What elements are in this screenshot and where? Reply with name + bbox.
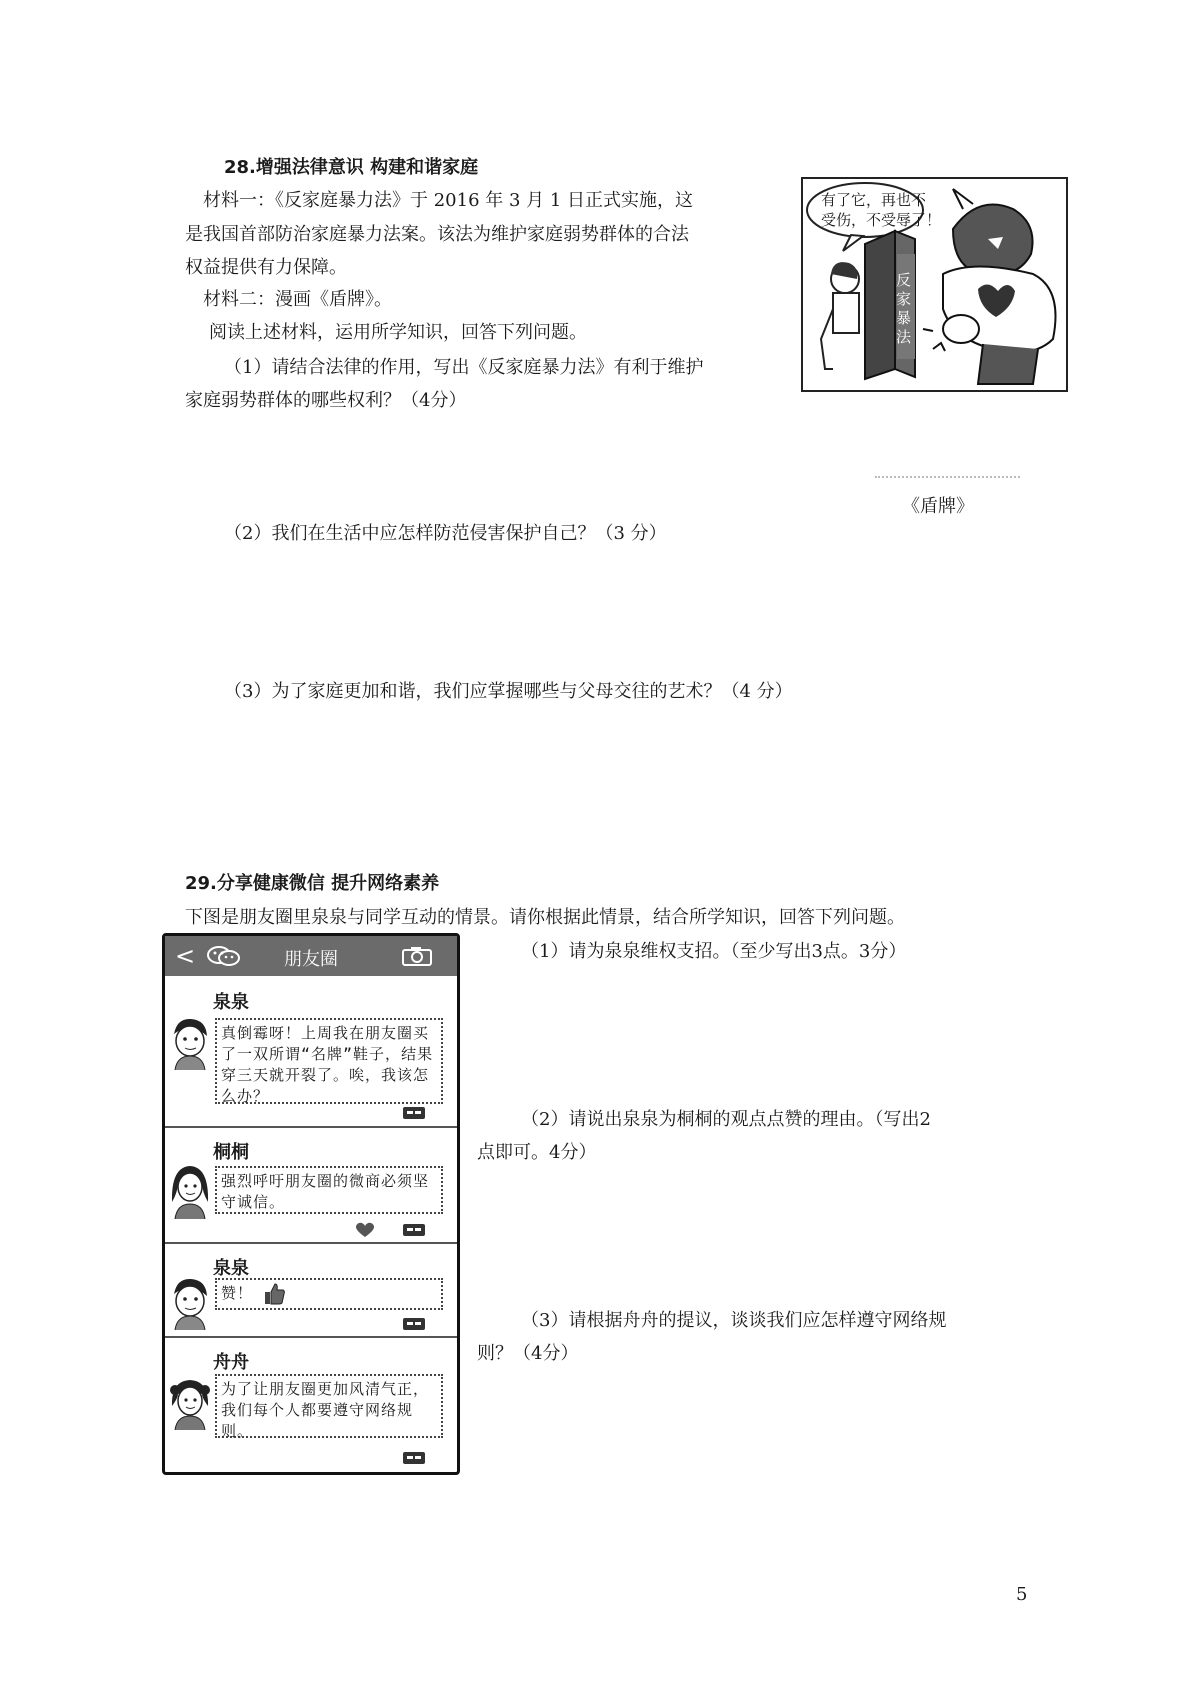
caption-divider <box>875 476 1020 478</box>
avatar-boy <box>169 1016 211 1071</box>
moments-phone-screen <box>162 933 460 1475</box>
q29-title: 29.分享健康微信 提升网络素养 <box>185 873 440 894</box>
cartoon-caption: 《盾牌》 <box>902 496 974 517</box>
q28-material2: 材料二：漫画《盾牌》。 <box>203 289 392 310</box>
post-text-bubble: 为了让朋友圈更加风清气正，我们每个人都要遵守网络规则。 <box>215 1374 443 1438</box>
comment-icon[interactable] <box>403 1107 425 1119</box>
q28-material1-line2: 是我国首部防治家庭暴力法案。该法为维护家庭弱势群体的合法 <box>185 224 689 245</box>
camera-icon[interactable] <box>402 946 432 966</box>
post-user-name: 泉泉 <box>213 1258 249 1279</box>
q29-question2-line1: （2）请说出泉泉为桐桐的观点点赞的理由。（写出2 <box>521 1109 931 1130</box>
q29-question1: （1）请为泉泉维权支招。（至少写出3点。3分） <box>521 941 907 962</box>
avatar-girl <box>169 1162 211 1220</box>
moments-post <box>165 1244 457 1338</box>
avatar-boy <box>169 1276 211 1331</box>
moments-title: 朋友圈 <box>284 949 338 970</box>
thumbs-up-icon <box>263 1282 285 1306</box>
back-icon[interactable]: < <box>175 942 196 970</box>
cartoon-speech-line1: 有了它，再也不 <box>821 191 927 209</box>
post-text-bubble: 真倒霉呀！上周我在朋友圈买了一双所谓“名牌”鞋子，结果穿三天就开裂了。唉，我该怎么办？ <box>215 1018 443 1104</box>
q29-intro: 下图是朋友圈里泉泉与同学互动的情景。请你根据此情景，结合所学知识，回答下列问题。 <box>185 907 905 928</box>
cartoon-shield-text: 反家暴法 <box>896 271 912 346</box>
post-text-bubble: 强烈呼吁朋友圈的微商必须坚守诚信。 <box>215 1166 443 1214</box>
q28-question1-line2: 家庭弱势群体的哪些权利？（4分） <box>185 390 467 411</box>
moments-post <box>165 976 457 1128</box>
comment-icon[interactable] <box>403 1452 425 1464</box>
post-user-name: 泉泉 <box>213 992 249 1013</box>
post-user-name: 桐桐 <box>213 1142 249 1163</box>
q28-title: 28.增强法律意识 构建和谐家庭 <box>224 157 479 178</box>
q28-question1-line1: （1）请结合法律的作用，写出《反家庭暴力法》有利于维护 <box>224 357 704 378</box>
comment-icon[interactable] <box>403 1224 425 1236</box>
q29-question2-line2: 点即可。4分） <box>477 1142 597 1163</box>
comment-icon[interactable] <box>403 1318 425 1330</box>
q29-question3-line2: 则？（4分） <box>477 1343 579 1364</box>
q29-question3-line1: （3）请根据舟舟的提议，谈谈我们应怎样遵守网络规 <box>521 1310 947 1331</box>
moments-post <box>165 1128 457 1244</box>
moments-post <box>165 1338 457 1472</box>
q28-question2: （2）我们在生活中应怎样防范侵害保护自己？（3 分） <box>224 523 667 544</box>
post-text-bubble: 赞！ <box>215 1278 443 1310</box>
post-user-name: 舟舟 <box>213 1352 249 1373</box>
like-heart-icon[interactable] <box>355 1222 375 1238</box>
cartoon-speech-line2: 受伤，不受辱了！ <box>821 211 942 229</box>
q28-material1-line3: 权益提供有力保障。 <box>185 257 347 278</box>
page-number: 5 <box>1016 1584 1028 1605</box>
q28-instruction: 阅读上述材料，运用所学知识，回答下列问题。 <box>209 322 587 343</box>
avatar-girl <box>169 1376 211 1431</box>
q28-material1-line1: 材料一：《反家庭暴力法》于 2016 年 3 月 1 日正式实施，这 <box>203 190 694 211</box>
moments-header-bar <box>165 936 457 976</box>
shield-cartoon <box>801 177 1068 392</box>
q28-question3: （3）为了家庭更加和谐，我们应掌握哪些与父母交往的艺术？（4 分） <box>224 681 793 702</box>
